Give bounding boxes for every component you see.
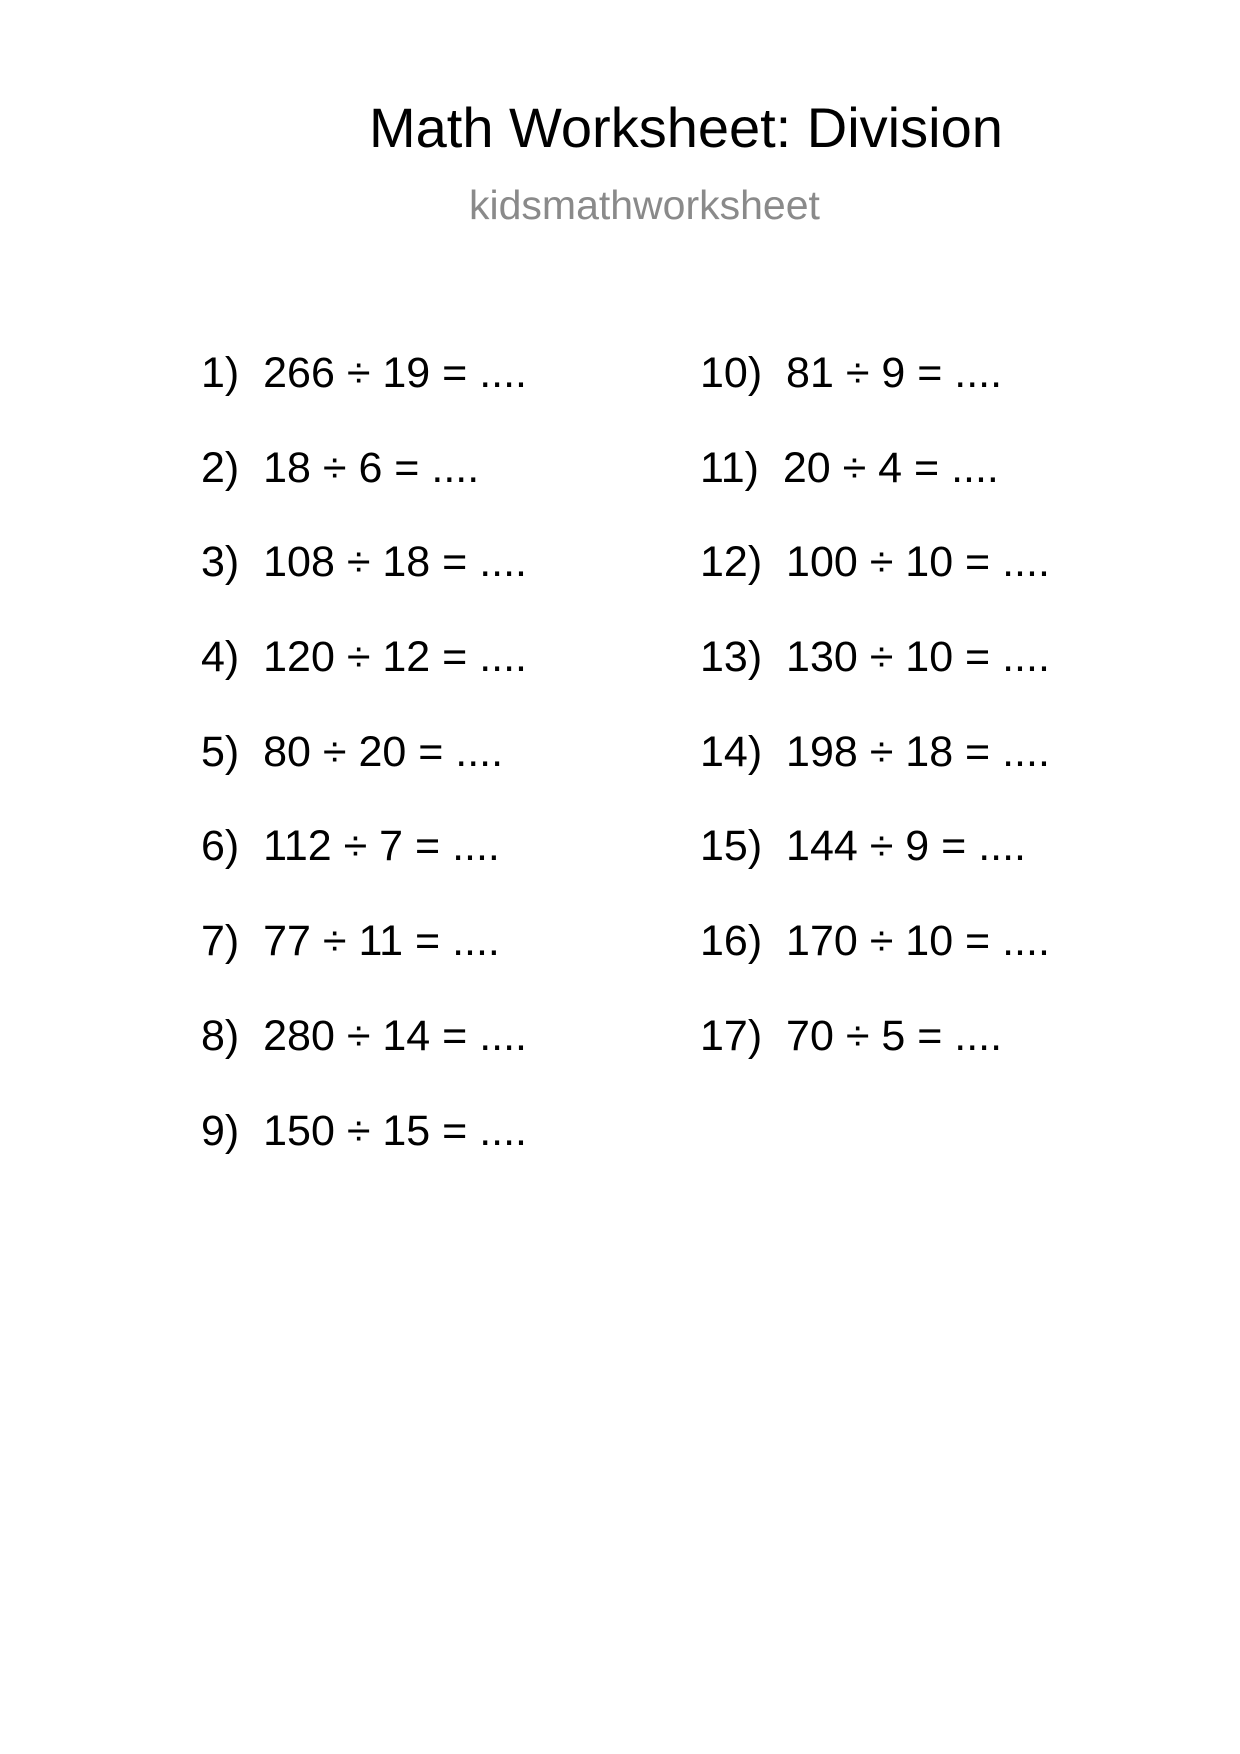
worksheet-title: Math Worksheet: Division	[369, 96, 1003, 159]
problem-item: 1) 266 ÷ 19 = ....	[201, 349, 527, 397]
problem-item: 16) 170 ÷ 10 = ....	[700, 917, 1050, 966]
problem-item: 11) 20 ÷ 4 = ....	[700, 443, 999, 492]
problem-item: 10) 81 ÷ 9 = ....	[700, 349, 1003, 397]
problem-item: 3) 108 ÷ 18 = ....	[201, 538, 527, 587]
problem-item: 9) 150 ÷ 15 = ....	[201, 1106, 527, 1155]
worksheet-subtitle: kidsmathworksheet	[469, 182, 820, 228]
problem-item: 6) 112 ÷ 7 = ....	[201, 822, 500, 871]
problems-right-column	[700, 349, 1050, 1110]
problem-item: 5) 80 ÷ 20 = ....	[201, 727, 504, 776]
problem-item: 14) 198 ÷ 18 = ....	[700, 727, 1050, 776]
problem-item: 2) 18 ÷ 6 = ....	[201, 443, 480, 492]
problem-item: 7) 77 ÷ 11 = ....	[201, 917, 500, 966]
problem-item: 8) 280 ÷ 14 = ....	[201, 1011, 527, 1060]
problem-item: 12) 100 ÷ 10 = ....	[700, 538, 1050, 587]
problem-item: 15) 144 ÷ 9 = ....	[700, 822, 1026, 871]
problem-item: 13) 130 ÷ 10 = ....	[700, 633, 1050, 682]
problem-item: 4) 120 ÷ 12 = ....	[201, 633, 527, 682]
problem-item: 17) 70 ÷ 5 = ....	[700, 1011, 1003, 1060]
problems-left-column	[201, 349, 527, 1204]
